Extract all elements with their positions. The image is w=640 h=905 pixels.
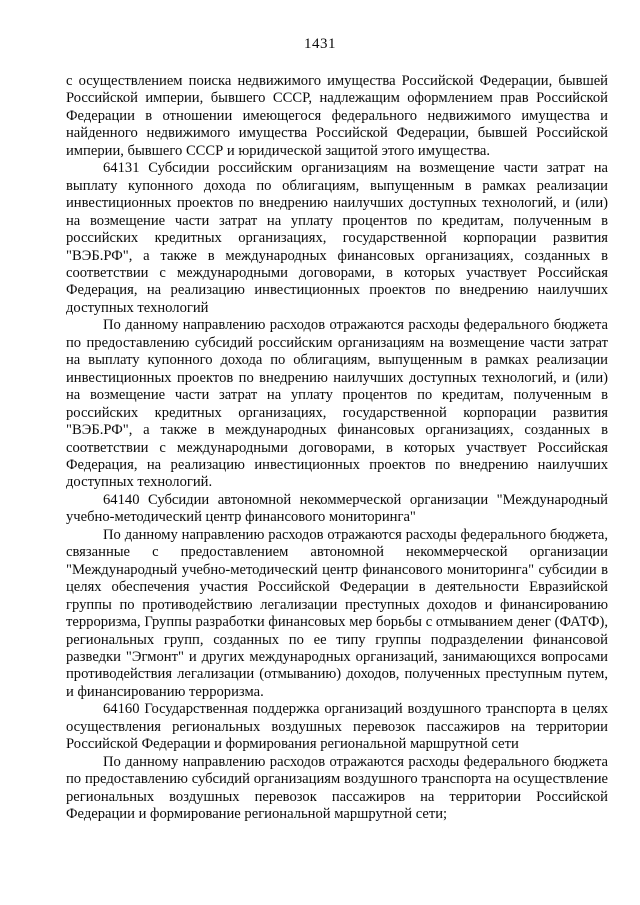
paragraph-64131-description: По данному направлению расходов отражаются расходы федерального бюджета по предоставлению субсидий российским организациям на возмещение части затрат на выплату купонного дохода по облигациям, выпущенным в рамках реализации инвестиционных проектов по внедрению наилучших доступных технологий, и (или) на возмещение части затрат на уплату процентов по кредитам, полученным в российских кредитных организациях, государственной корпорации развития "ВЭБ.РФ", а также в международных финансовых организациях, созданных в соответствии с международными договорами, в которых участвует Российская Федерация, на реализацию инвестиционных проектов по внедрению наилучших доступных технологий. bbox=[66, 317, 608, 491]
paragraph-64140-description: По данному направлению расходов отражаются расходы федерального бюджета, связанные с предоставлением автономной некоммерческой организации "Международный учебно-методический центр финансового мониторинга" субсидии в целях обеспечения участия Российской Федерации в деятельности Евразийской группы по противодействию легализации преступных доходов и финансированию терроризма, Группы разработки финансовых мер борьбы с отмыванием денег (ФАТФ), региональных групп, созданных по ее типу группы подразделении финансовой разведки "Эгмонт" и других международных организаций, занимающихся вопросами противодействия легализации (отмыванию) доходов, полученных преступным путем, и финансированию терроризма. bbox=[66, 526, 608, 700]
page-number: 1431 bbox=[304, 36, 336, 52]
section-heading-64131: 64131 Субсидии российским организациям на возмещение части затрат на выплату купонного дохода по облигациям, выпущенным в рамках реализации инвестиционных проектов по внедрению наилучших доступных технологий, и (или) на возмещение части затрат на уплату процентов по кредитам, полученным в российских кредитных организациях, государственной корпорации развития "ВЭБ.РФ", а также в международных финансовых организациях, созданных в соответствии с международными договорами, в которых участвует Российская Федерация, на реализацию инвестиционных проектов по внедрению наилучших доступных технологий bbox=[66, 160, 608, 316]
paragraph-64160-description: По данному направлению расходов отражаются расходы федерального бюджета по предоставлению субсидий организациям воздушного транспорта на осуществление региональных воздушных перевозок пассажиров на территории Российской Федерации и формирование региональной маршрутной сети; bbox=[66, 753, 608, 823]
paragraph-continuation: с осуществлением поиска недвижимого имущества Российской Федерации, бывшей Российской империи, бывшего СССР, надлежащим оформлением прав Российской Федерации в отношении имеющегося федерального недвижимого имущества и найденного недвижимого имущества Российской Федерации, бывшей Российской империи, бывшего СССР и юридической защитой этого имущества. bbox=[66, 73, 608, 159]
document-body bbox=[66, 73, 608, 823]
section-heading-64140: 64140 Субсидии автономной некоммерческой организации "Международный учебно-методический центр финансового мониторинга" bbox=[66, 491, 608, 526]
section-heading-64160: 64160 Государственная поддержка организаций воздушного транспорта в целях осуществления региональных воздушных перевозок пассажиров на территории Российской Федерации и формирования региональной маршрутной сети bbox=[66, 701, 608, 753]
